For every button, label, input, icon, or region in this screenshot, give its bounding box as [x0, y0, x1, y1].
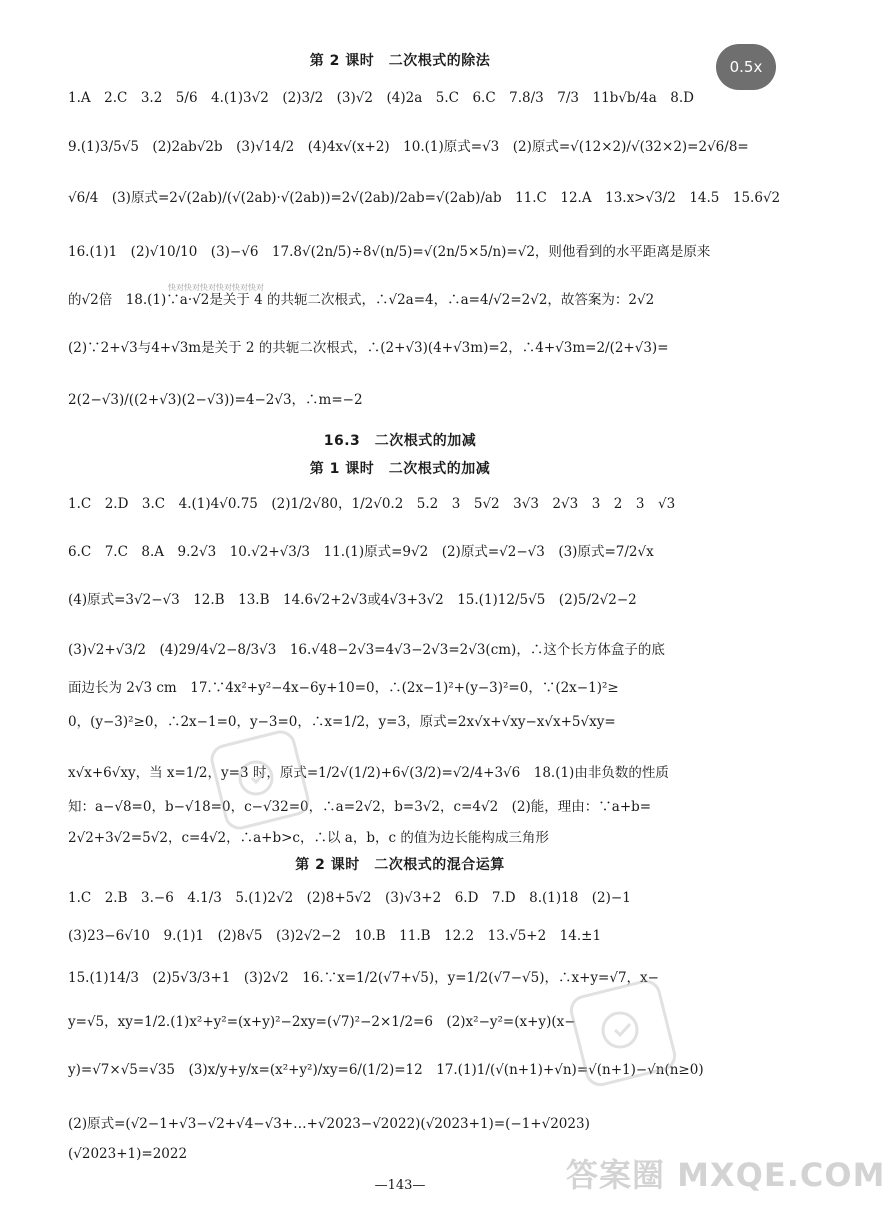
section-title-16-3: 16.3 二次根式的加减: [323, 433, 477, 449]
answer-line: y)=√7×√5=√35 (3)x/y+y/x=(x²+y²)/xy=6/(1/2)=12 17.(1)1/(√(n+1)+√n)=√(n+1)−√n(n≥0): [68, 1062, 704, 1078]
answer-line: √6/4 (3)原式=2√(2ab)/(√(2ab)·√(2ab))=2√(2ab)/2ab=√(2ab)/ab 11.C 12.A 13.x>√3/2 14.5 15.6√2: [68, 190, 781, 206]
lesson-title-mixed-operations: 第 2 课时 二次根式的混合运算: [295, 857, 505, 873]
answer-line: (2)∵2+√3与4+√3m是关于 2 的共轭二次根式，∴(2+√3)(4+√3m)=2，∴4+√3m=2/(2+√3)=: [68, 340, 669, 356]
answer-line: 2(2−√3)/((2+√3)(2−√3))=4−2√3，∴m=−2: [68, 392, 363, 408]
lesson-title-add-subtract: 第 1 课时 二次根式的加减: [309, 461, 491, 477]
page-number: —143—: [374, 1178, 426, 1193]
answer-line: 1.C 2.D 3.C 4.(1)4√0.75 (2)1/2√80，1/2√0.2 5.2 3 5√2 3√3 2√3 3 2 3 √3: [68, 496, 676, 512]
answer-line: (√2023+1)=2022: [68, 1146, 188, 1162]
answer-line: 2√2+3√2=5√2，c=4√2，∴a+b>c，∴以 a，b，c 的值为边长能构成三角形: [68, 830, 549, 846]
watermark-stamp-icon: [568, 978, 678, 1088]
watermark-logo-text: 答案圈 MXQE.COM: [566, 1156, 885, 1194]
answer-line: x√x+6√xy，当 x=1/2，y=3 时，原式=1/2√(1/2)+6√(3/2)=√2/4+3√6 18.(1)由非负数的性质: [68, 765, 669, 781]
answer-line: y=√5，xy=1/2.(1)x²+y²=(x+y)²−2xy=(√7)²−2×1/2=6 (2)x²−y²=(x+y)(x−: [68, 1014, 576, 1030]
answer-line: 1.C 2.B 3.−6 4.1/3 5.(1)2√2 (2)8+5√2 (3)√3+2 6.D 7.D 8.(1)18 (2)−1: [68, 890, 631, 906]
answer-line: (3)23−6√10 9.(1)1 (2)8√5 (3)2√2−2 10.B 11.B 12.2 13.√5+2 14.±1: [68, 928, 602, 944]
answer-line: 15.(1)14/3 (2)5√3/3+1 (3)2√2 16.∵x=1/2(√7+√5)，y=1/2(√7−√5)，∴x+y=√7，x−: [68, 970, 659, 986]
answer-line: (2)原式=(√2−1+√3−√2+√4−√3+…+√2023−√2022)(√2023+1)=(−1+√2023): [68, 1116, 590, 1132]
lesson-title-division: 第 2 课时 二次根式的除法: [309, 53, 491, 69]
zoom-level-button[interactable]: 0.5x: [716, 44, 776, 90]
answer-line: 6.C 7.C 8.A 9.2√3 10.√2+√3/3 11.(1)原式=9√2 (2)原式=√2−√3 (3)原式=7/2√x: [68, 544, 654, 560]
answer-line: 0，(y−3)²≥0，∴2x−1=0，y−3=0，∴x=1/2，y=3，原式=2x√x+√xy−x√x+5√xy=: [68, 714, 616, 730]
answer-line: (4)原式=3√2−√3 12.B 13.B 14.6√2+2√3或4√3+3√2 15.(1)12/5√5 (2)5/2√2−2: [68, 592, 637, 608]
answer-line: 1.A 2.C 3.2 5/6 4.(1)3√2 (2)3/2 (3)√2 (4)2a 5.C 6.C 7.8/3 7/3 11b√b/4a 8.D: [68, 90, 694, 106]
answer-line: 知：a−√8=0，b−√18=0，c−√32=0，∴a=2√2，b=3√2，c=4√2 (2)能，理由：∵a+b=: [68, 799, 652, 815]
answer-line: 16.(1)1 (2)√10/10 (3)−√6 17.8√(2n/5)÷8√(n/5)=√(2n/5×5/n)=√2，则他看到的水平距离是原来: [68, 244, 711, 260]
answer-line: 9.(1)3/5√5 (2)2ab√2b (3)√14/2 (4)4x√(x+2) 10.(1)原式=√3 (2)原式=√(12×2)/√(32×2)=2√6/8=: [68, 139, 749, 155]
watermark-tag: 快对快对快对快对快对快对: [168, 283, 264, 292]
answer-line: 面边长为 2√3 cm 17.∵4x²+y²−4x−6y+10=0，∴(2x−1)²+(y−3)²=0，∵(2x−1)²≥: [68, 680, 619, 696]
answer-line: 的√2倍 18.(1)∵a·√2是关于 4 的共轭二次根式，∴√2a=4，∴a=4/√2=2√2，故答案为：2√2: [68, 292, 655, 308]
answer-line: (3)√2+√3/2 (4)29/4√2−8/3√3 16.√48−2√3=4√3−2√3=2√3(cm)，∴这个长方体盒子的底: [68, 642, 665, 658]
watermark-stamp-icon: [208, 728, 312, 832]
